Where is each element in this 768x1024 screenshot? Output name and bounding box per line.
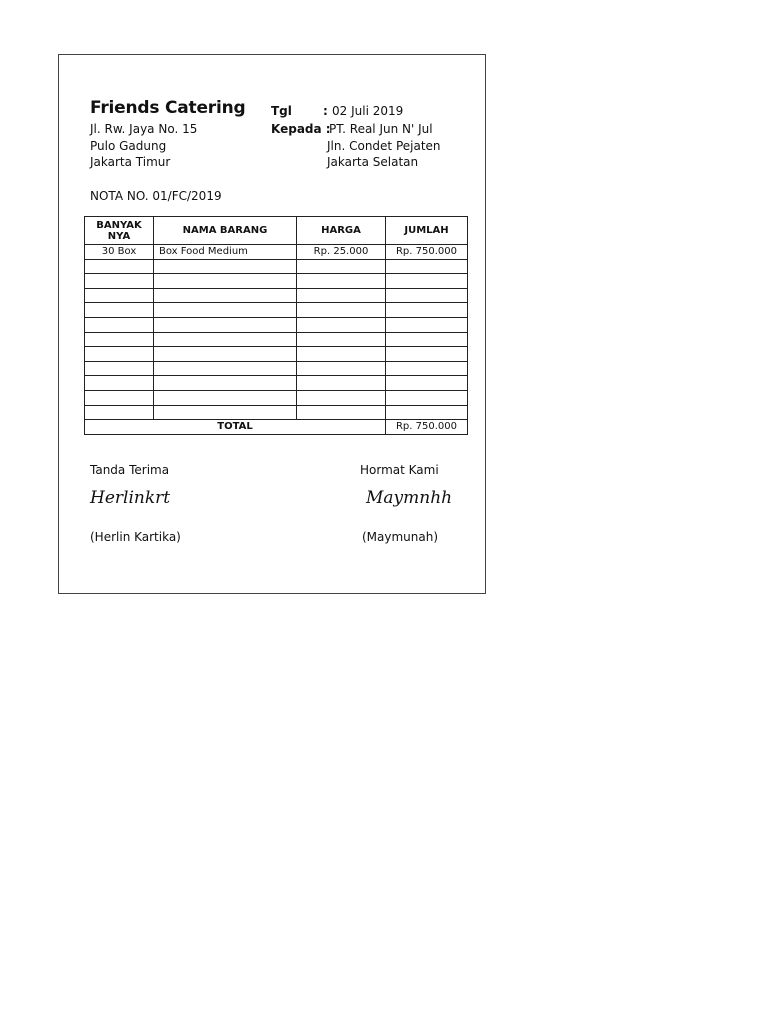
- cell-amount: [386, 274, 468, 289]
- cell-qty: [85, 303, 154, 318]
- date-colon: :: [323, 104, 328, 118]
- sender-signature: Maymnhh: [366, 488, 453, 508]
- company-address-line-3: Jakarta Timur: [90, 155, 171, 169]
- items-table: [84, 216, 468, 435]
- regards-title: Hormat Kami: [360, 463, 439, 477]
- table-row: [85, 376, 468, 391]
- cell-item-name: [154, 303, 297, 318]
- invoice-number: NOTA NO. 01/FC/2019: [90, 189, 222, 203]
- header-price: HARGA: [297, 217, 386, 245]
- cell-amount: [386, 259, 468, 274]
- cell-amount: Rp. 750.000: [386, 245, 468, 260]
- cell-qty: [85, 405, 154, 420]
- table-row: [85, 274, 468, 289]
- table-row: [85, 303, 468, 318]
- total-row: [85, 420, 468, 435]
- total-value: Rp. 750.000: [386, 420, 468, 435]
- cell-amount: [386, 405, 468, 420]
- recipient-line-2: Jln. Condet Pejaten: [327, 139, 441, 153]
- cell-item-name: [154, 390, 297, 405]
- header-amount: JUMLAH: [386, 217, 468, 245]
- cell-amount: [386, 390, 468, 405]
- cell-price: [297, 303, 386, 318]
- table-row: [85, 317, 468, 332]
- cell-qty: [85, 288, 154, 303]
- receipt-title: Tanda Terima: [90, 463, 170, 477]
- cell-item-name: [154, 332, 297, 347]
- table-row: [85, 332, 468, 347]
- cell-qty: [85, 361, 154, 376]
- cell-qty: [85, 317, 154, 332]
- receiver-signature: Herlinkrt: [90, 488, 171, 508]
- recipient-label: Kepada :: [271, 122, 331, 136]
- cell-item-name: [154, 274, 297, 289]
- cell-qty: [85, 259, 154, 274]
- cell-qty: [85, 274, 154, 289]
- cell-amount: [386, 317, 468, 332]
- header-qty-line-1: BANYAK: [96, 219, 142, 231]
- cell-amount: [386, 332, 468, 347]
- cell-item-name: [154, 259, 297, 274]
- table-row: [85, 361, 468, 376]
- cell-price: [297, 405, 386, 420]
- date-value: 02 Juli 2019: [332, 104, 404, 118]
- cell-item-name: [154, 376, 297, 391]
- cell-item-name: [154, 288, 297, 303]
- recipient-line-1: PT. Real Jun N' Jul: [329, 122, 433, 136]
- cell-price: [297, 332, 386, 347]
- header-qty: [85, 217, 154, 245]
- cell-item-name: [154, 361, 297, 376]
- table-row: [85, 405, 468, 420]
- cell-price: [297, 347, 386, 362]
- company-address-line-2: Pulo Gadung: [90, 139, 167, 153]
- cell-price: [297, 259, 386, 274]
- company-name: Friends Catering: [90, 98, 246, 118]
- cell-price: [297, 288, 386, 303]
- date-label: Tgl: [271, 104, 292, 118]
- cell-price: [297, 390, 386, 405]
- cell-item-name: Box Food Medium: [154, 245, 297, 260]
- cell-qty: [85, 390, 154, 405]
- table-row: [85, 259, 468, 274]
- table-row: [85, 288, 468, 303]
- header-qty-line-2: NYA: [107, 230, 131, 242]
- cell-qty: [85, 376, 154, 391]
- cell-qty: 30 Box: [85, 245, 154, 260]
- cell-price: [297, 317, 386, 332]
- company-address-line-1: Jl. Rw. Jaya No. 15: [90, 122, 198, 136]
- cell-price: [297, 376, 386, 391]
- cell-price: [297, 361, 386, 376]
- cell-amount: [386, 303, 468, 318]
- table-row: [85, 347, 468, 362]
- table-header-row: [85, 217, 468, 245]
- cell-amount: [386, 376, 468, 391]
- cell-item-name: [154, 317, 297, 332]
- recipient-line-3: Jakarta Selatan: [327, 155, 419, 169]
- table-row: [85, 390, 468, 405]
- cell-price: [297, 274, 386, 289]
- invoice-sheet: [58, 54, 486, 594]
- cell-item-name: [154, 405, 297, 420]
- table-row: [85, 245, 468, 260]
- cell-item-name: [154, 347, 297, 362]
- total-label: TOTAL: [85, 420, 386, 435]
- cell-amount: [386, 288, 468, 303]
- cell-amount: [386, 347, 468, 362]
- header-item-name: NAMA BARANG: [154, 217, 297, 245]
- cell-amount: [386, 361, 468, 376]
- cell-qty: [85, 347, 154, 362]
- sender-name: (Maymunah): [362, 530, 439, 544]
- cell-price: Rp. 25.000: [297, 245, 386, 260]
- cell-qty: [85, 332, 154, 347]
- receiver-name: (Herlin Kartika): [90, 530, 181, 544]
